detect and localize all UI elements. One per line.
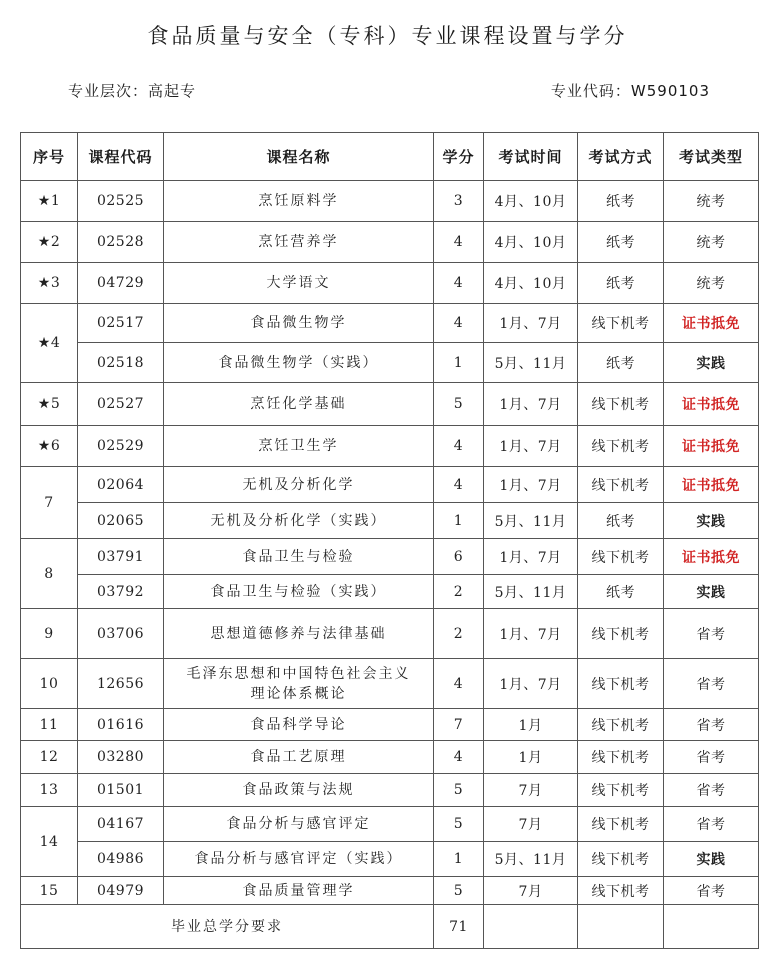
- name-cell: 食品微生物学（实践）: [164, 343, 434, 383]
- seq-cell: 12: [21, 741, 78, 774]
- empty-cell: [484, 905, 578, 949]
- major-level: 专业层次：高起专: [68, 82, 197, 100]
- page-title: 食品质量与安全（专科）专业课程设置与学分: [147, 24, 628, 48]
- time-cell: 1月、7月: [484, 467, 578, 503]
- name-cell: 烹饪原料学: [164, 181, 434, 222]
- time-cell: 1月、7月: [484, 539, 578, 575]
- seq-cell: ★1: [21, 181, 78, 222]
- name-cell: 食品工艺原理: [164, 741, 434, 774]
- header-code: 课程代码: [78, 133, 164, 181]
- seq-cell: ★6: [21, 426, 78, 467]
- method-cell: 线下机考: [578, 877, 664, 905]
- method-cell: 线下机考: [578, 807, 664, 842]
- name-cell: 食品政策与法规: [164, 774, 434, 807]
- type-cell: 证书抵免: [664, 383, 759, 426]
- code-cell: 04167: [78, 807, 164, 842]
- table-row: [21, 807, 759, 842]
- method-cell: 线下机考: [578, 741, 664, 774]
- type-cell: 实践: [664, 842, 759, 877]
- header-method: 考试方式: [578, 133, 664, 181]
- name-cell: 烹饪化学基础: [164, 383, 434, 426]
- type-cell: 省考: [664, 609, 759, 659]
- code-cell: 12656: [78, 659, 164, 709]
- name-cell: 无机及分析化学: [164, 467, 434, 503]
- name-cell: 食品分析与感官评定（实践）: [164, 842, 434, 877]
- type-cell: 实践: [664, 575, 759, 609]
- seq-cell: ★4: [21, 304, 78, 383]
- name-cell: 食品分析与感官评定: [164, 807, 434, 842]
- type-cell: 实践: [664, 503, 759, 539]
- seq-cell: 9: [21, 609, 78, 659]
- code-cell: 03706: [78, 609, 164, 659]
- name-cell: [164, 659, 434, 709]
- code-cell: 02528: [78, 222, 164, 263]
- table-row: [21, 181, 759, 222]
- table-row: [21, 222, 759, 263]
- header-credit: 学分: [434, 133, 484, 181]
- method-cell: 线下机考: [578, 467, 664, 503]
- time-cell: 1月、7月: [484, 383, 578, 426]
- credit-cell: 5: [434, 877, 484, 905]
- credit-cell: 2: [434, 575, 484, 609]
- seq-cell: ★2: [21, 222, 78, 263]
- method-cell: 线下机考: [578, 659, 664, 709]
- method-cell: 纸考: [578, 343, 664, 383]
- code-cell: 02525: [78, 181, 164, 222]
- table-row: [21, 659, 759, 709]
- seq-cell: 11: [21, 709, 78, 741]
- table-row: [21, 343, 759, 383]
- time-cell: 1月: [484, 741, 578, 774]
- time-cell: 4月、10月: [484, 263, 578, 304]
- type-cell: 统考: [664, 222, 759, 263]
- empty-cell: [664, 905, 759, 949]
- type-cell: 省考: [664, 877, 759, 905]
- code-cell: 03280: [78, 741, 164, 774]
- name-line: 毛泽东思想和中国特色社会主义: [186, 665, 411, 682]
- seq-cell: ★3: [21, 263, 78, 304]
- credit-cell: 4: [434, 467, 484, 503]
- type-cell: 实践: [664, 343, 759, 383]
- seq-cell: ★5: [21, 383, 78, 426]
- name-cell: 大学语文: [164, 263, 434, 304]
- type-cell: 证书抵免: [664, 539, 759, 575]
- name-cell: 食品科学导论: [164, 709, 434, 741]
- method-cell: 线下机考: [578, 539, 664, 575]
- name-cell: 烹饪营养学: [164, 222, 434, 263]
- table-row: [21, 774, 759, 807]
- table-row: [21, 426, 759, 467]
- name-cell: 思想道德修养与法律基础: [164, 609, 434, 659]
- credit-cell: 1: [434, 503, 484, 539]
- name-cell: 食品质量管理学: [164, 877, 434, 905]
- header-name: 课程名称: [164, 133, 434, 181]
- credit-cell: 3: [434, 181, 484, 222]
- time-cell: 1月、7月: [484, 609, 578, 659]
- code-cell: 04979: [78, 877, 164, 905]
- table-row: [21, 709, 759, 741]
- credit-cell: 5: [434, 774, 484, 807]
- seq-cell: 8: [21, 539, 78, 609]
- time-cell: 4月、10月: [484, 222, 578, 263]
- code-cell: 02065: [78, 503, 164, 539]
- method-cell: 线下机考: [578, 383, 664, 426]
- method-cell: 线下机考: [578, 842, 664, 877]
- type-cell: 证书抵免: [664, 426, 759, 467]
- credit-cell: 4: [434, 304, 484, 343]
- method-cell: 线下机考: [578, 609, 664, 659]
- table-row: [21, 263, 759, 304]
- time-cell: 5月、11月: [484, 343, 578, 383]
- type-cell: 省考: [664, 709, 759, 741]
- code-cell: 02527: [78, 383, 164, 426]
- method-cell: 纸考: [578, 181, 664, 222]
- code-cell: 02529: [78, 426, 164, 467]
- type-cell: 省考: [664, 774, 759, 807]
- table-row: [21, 842, 759, 877]
- seq-cell: 10: [21, 659, 78, 709]
- time-cell: 7月: [484, 774, 578, 807]
- seq-cell: 14: [21, 807, 78, 877]
- header-seq: 序号: [21, 133, 78, 181]
- code-cell: 02064: [78, 467, 164, 503]
- code-cell: 04986: [78, 842, 164, 877]
- code-cell: 04729: [78, 263, 164, 304]
- type-cell: 统考: [664, 263, 759, 304]
- header-row: [21, 133, 759, 181]
- method-cell: 线下机考: [578, 774, 664, 807]
- credit-cell: 4: [434, 263, 484, 304]
- credit-cell: 1: [434, 842, 484, 877]
- total-label: 毕业总学分要求: [21, 905, 434, 949]
- table-row: [21, 503, 759, 539]
- name-cell: 无机及分析化学（实践）: [164, 503, 434, 539]
- credit-cell: 4: [434, 659, 484, 709]
- name-line: 理论体系概论: [250, 685, 347, 702]
- seq-cell: 7: [21, 467, 78, 539]
- credit-cell: 4: [434, 741, 484, 774]
- method-cell: 纸考: [578, 222, 664, 263]
- seq-cell: 15: [21, 877, 78, 905]
- table-row: [21, 877, 759, 905]
- time-cell: 5月、11月: [484, 575, 578, 609]
- credit-cell: 1: [434, 343, 484, 383]
- table-row: [21, 575, 759, 609]
- code-cell: 02518: [78, 343, 164, 383]
- time-cell: 1月: [484, 709, 578, 741]
- table-row: [21, 539, 759, 575]
- type-cell: 证书抵免: [664, 304, 759, 343]
- major-code: 专业代码：W590103: [550, 82, 710, 100]
- table-row: [21, 741, 759, 774]
- code-cell: 01501: [78, 774, 164, 807]
- method-cell: 线下机考: [578, 709, 664, 741]
- seq-cell: 13: [21, 774, 78, 807]
- type-cell: 省考: [664, 807, 759, 842]
- type-cell: 证书抵免: [664, 467, 759, 503]
- credit-cell: 4: [434, 426, 484, 467]
- header-time: 考试时间: [484, 133, 578, 181]
- time-cell: 1月、7月: [484, 304, 578, 343]
- name-cell: 食品卫生与检验: [164, 539, 434, 575]
- header-type: 考试类型: [664, 133, 759, 181]
- table-row: [21, 383, 759, 426]
- time-cell: 5月、11月: [484, 503, 578, 539]
- method-cell: 纸考: [578, 575, 664, 609]
- credit-cell: 7: [434, 709, 484, 741]
- name-cell: 食品微生物学: [164, 304, 434, 343]
- total-row: [21, 905, 759, 949]
- method-cell: 纸考: [578, 263, 664, 304]
- empty-cell: [578, 905, 664, 949]
- credit-cell: 5: [434, 807, 484, 842]
- method-cell: 线下机考: [578, 304, 664, 343]
- code-cell: 01616: [78, 709, 164, 741]
- name-cell: 烹饪卫生学: [164, 426, 434, 467]
- time-cell: 5月、11月: [484, 842, 578, 877]
- code-cell: 02517: [78, 304, 164, 343]
- method-cell: 纸考: [578, 503, 664, 539]
- course-table: [20, 132, 759, 949]
- name-cell: 食品卫生与检验（实践）: [164, 575, 434, 609]
- type-cell: 省考: [664, 741, 759, 774]
- type-cell: 省考: [664, 659, 759, 709]
- credit-cell: 6: [434, 539, 484, 575]
- table-row: [21, 304, 759, 343]
- code-cell: 03791: [78, 539, 164, 575]
- table-row: [21, 609, 759, 659]
- time-cell: 4月、10月: [484, 181, 578, 222]
- type-cell: 统考: [664, 181, 759, 222]
- credit-cell: 5: [434, 383, 484, 426]
- time-cell: 1月、7月: [484, 426, 578, 467]
- time-cell: 1月、7月: [484, 659, 578, 709]
- code-cell: 03792: [78, 575, 164, 609]
- total-credit: 71: [434, 905, 484, 949]
- credit-cell: 4: [434, 222, 484, 263]
- time-cell: 7月: [484, 807, 578, 842]
- table-row: [21, 467, 759, 503]
- credit-cell: 2: [434, 609, 484, 659]
- time-cell: 7月: [484, 877, 578, 905]
- method-cell: 线下机考: [578, 426, 664, 467]
